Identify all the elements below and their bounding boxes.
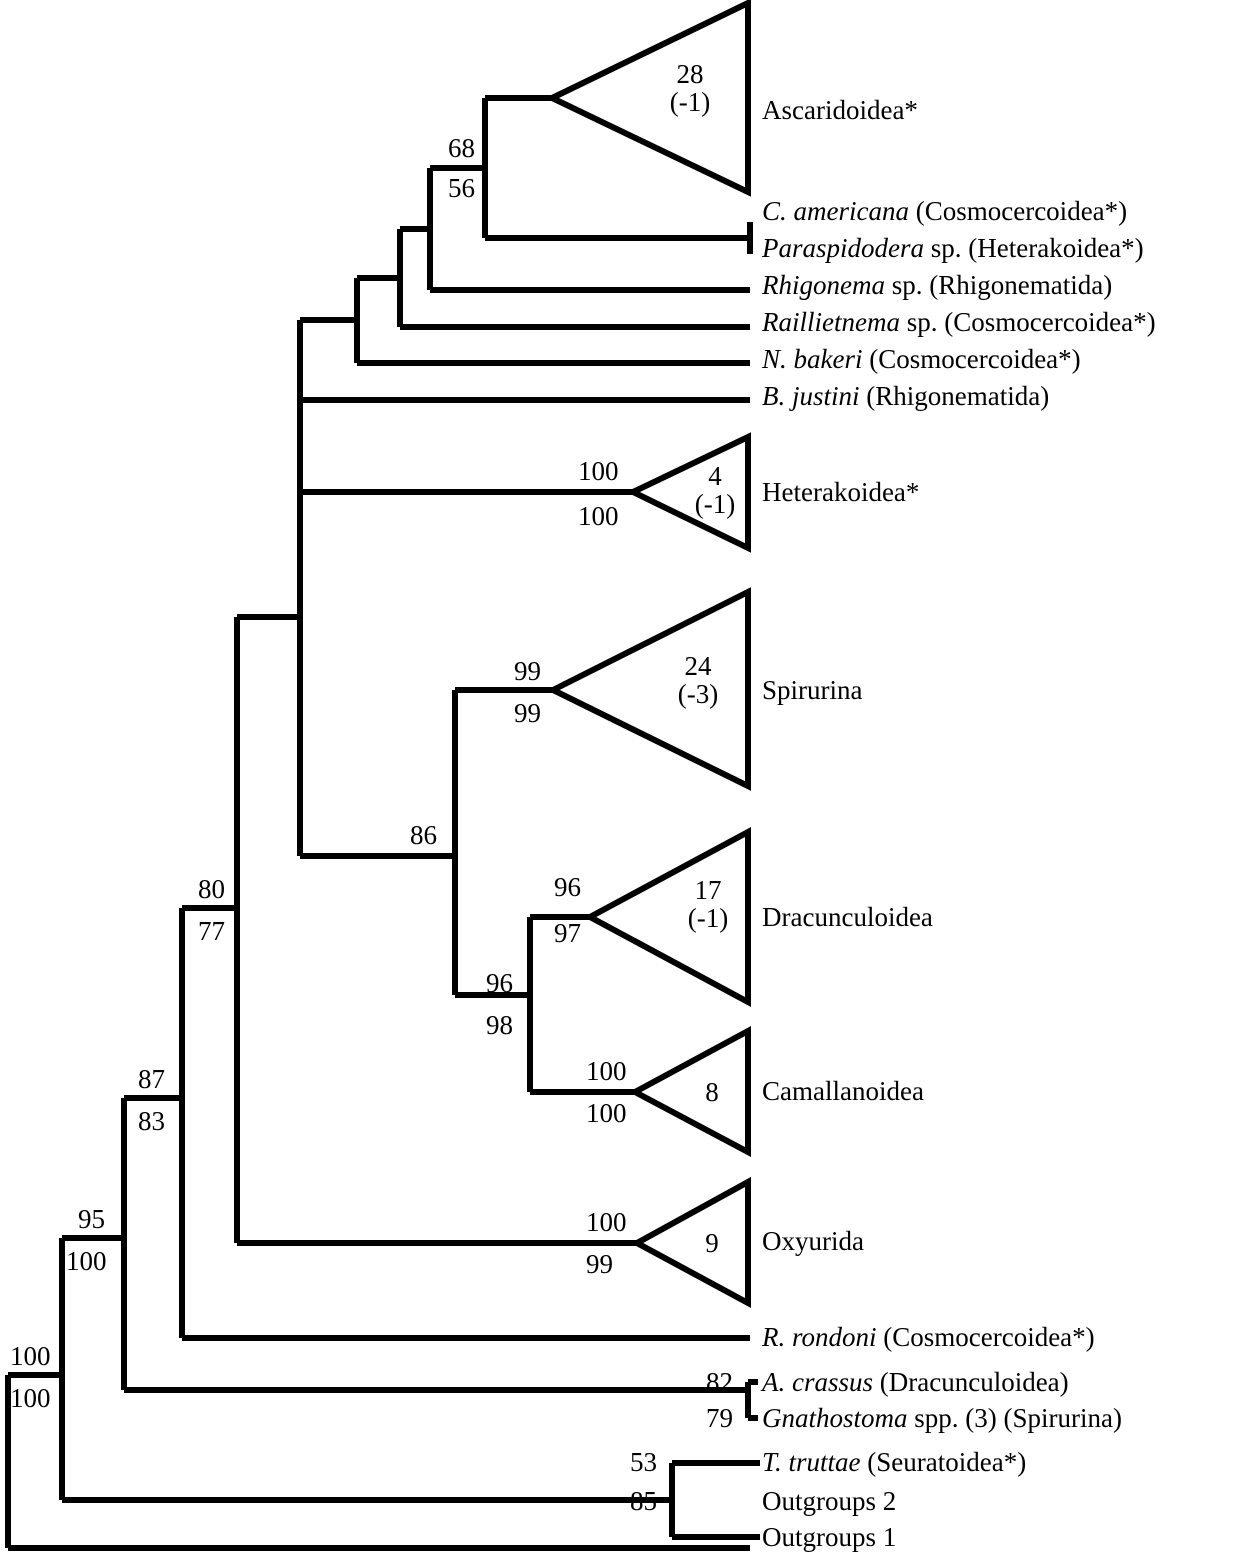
taxon-label-outgroups2: Outgroups 2: [762, 1486, 897, 1516]
support-ascaridoidea-clade-top: 68: [448, 133, 475, 163]
support-root-bottom: 100: [10, 1383, 51, 1413]
clade-count-dracunculoidea: 17 (-1): [687, 875, 729, 934]
taxon-label-c-americana: C. americana (Cosmocercoidea*): [762, 196, 1128, 226]
support-dracunc-camall-top: 96: [486, 968, 513, 998]
support-dracunc-camall-bottom: 98: [486, 1010, 513, 1040]
taxon-label-n-bakeri: N. bakeri (Cosmocercoidea*): [762, 344, 1081, 374]
support-spirurina-bottom: 99: [514, 698, 541, 728]
taxon-label-oxyurida: Oxyurida: [762, 1226, 864, 1256]
taxon-label-paraspidodera: Paraspidodera sp. (Heterakoidea*): [762, 233, 1144, 263]
support-node-83: 83: [138, 1106, 165, 1136]
support-ascaridoidea-clade-bottom: 56: [448, 173, 475, 203]
clade-count-camallanoidea: 8: [705, 1077, 719, 1107]
clade-count-heterakoidea: 4 (-1): [694, 461, 736, 520]
taxon-label-camallanoidea: Camallanoidea: [762, 1076, 924, 1106]
taxon-label-rhigonema: Rhigonema sp. (Rhigonematida): [762, 270, 1113, 300]
support-heterakoidea-bottom: 100: [578, 501, 619, 531]
support-oxyurida-top: 100: [586, 1207, 627, 1237]
taxon-label-spirurina: Spirurina: [762, 675, 863, 705]
taxon-label-heterakoidea: Heterakoidea*: [762, 477, 920, 507]
support-node-87: 87: [138, 1064, 165, 1094]
support-heterakoidea-top: 100: [578, 456, 619, 486]
support-node-80: 80: [198, 874, 225, 904]
support-node-95: 95: [78, 1204, 105, 1234]
support-dracunculoidea-bottom: 97: [554, 918, 581, 948]
taxon-label-b-justini: B. justini (Rhigonematida): [762, 381, 1050, 411]
clade-count-ascaridoidea: 28 (-1): [669, 59, 711, 118]
support-spirurina-top: 99: [514, 656, 541, 686]
support-gnathostoma: 79: [706, 1403, 733, 1433]
taxon-label-r-rondoni: R. rondoni (Cosmocercoidea*): [762, 1322, 1095, 1352]
support-root-top: 100: [10, 1341, 51, 1371]
clade-count-oxyurida: 9: [705, 1228, 719, 1258]
clade-count-spirurina: 24 (-3): [677, 651, 719, 710]
support-oxyurida-bottom: 99: [586, 1249, 613, 1279]
taxon-label-outgroups1: Outgroups 1: [762, 1522, 897, 1552]
support-node-77: 77: [198, 916, 225, 946]
taxon-label-gnathostoma: Gnathostoma spp. (3) (Spirurina): [762, 1403, 1122, 1433]
support-dracunculoidea-top: 96: [554, 872, 581, 902]
support-node-86: 86: [410, 820, 437, 850]
support-camallanoidea-bottom: 100: [586, 1098, 627, 1128]
taxon-label-a-crassus: A. crassus (Dracunculoidea): [762, 1367, 1069, 1397]
taxon-label-raillietnema: Raillietnema sp. (Cosmocercoidea*): [762, 307, 1156, 337]
taxon-label-t-truttae: T. truttae (Seuratoidea*): [762, 1447, 1027, 1477]
support-node-100a: 100: [66, 1246, 107, 1276]
support-camallanoidea-top: 100: [586, 1056, 627, 1086]
support-t-truttae: 53: [630, 1447, 657, 1477]
support-outgroups2: 85: [630, 1486, 657, 1516]
taxon-label-dracunculoidea: Dracunculoidea: [762, 902, 933, 932]
taxon-label-ascaridoidea: Ascaridoidea*: [762, 95, 918, 125]
support-a-crassus: 82: [706, 1367, 733, 1397]
